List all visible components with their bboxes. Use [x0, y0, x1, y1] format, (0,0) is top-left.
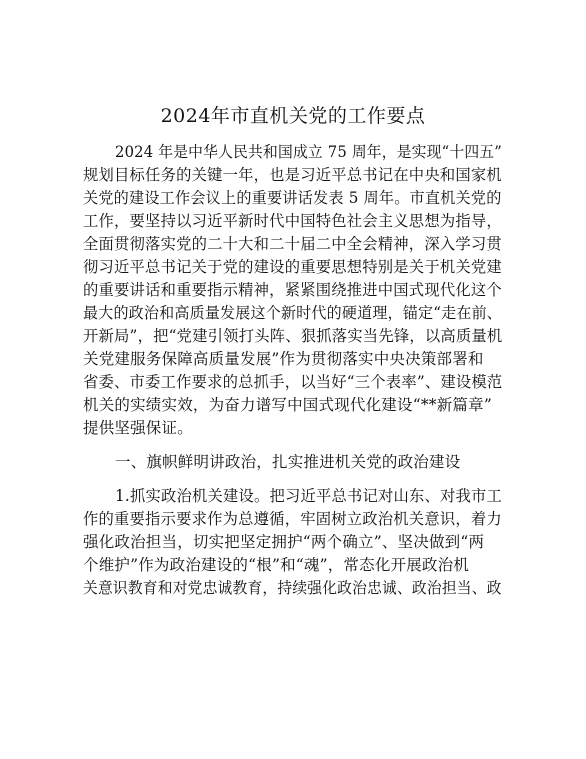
paragraph-line: 的重要讲话和重要指示精神，紧紧围绕推进中国式现代化这个 — [83, 281, 502, 299]
paragraph-line: 开新局”，把“党建引领打头阵、狠抓落实当先锋，以高质量机 — [83, 327, 503, 345]
paragraph-line: 作的重要指示要求作为总遵循，牢固树立政治机关意识，着力 — [83, 510, 502, 528]
paragraph-line: 机关的实绩实效，为奋力谱写中国式现代化建设“**新篇章” — [83, 396, 492, 414]
paragraph-line: 彻习近平总书记关于党的建设的重要思想特别是关于机关党建 — [83, 258, 502, 276]
paragraph-line: 最大的政治和高质量发展这个新时代的硬道理，锚定“走在前、 — [83, 304, 503, 322]
paragraph-line: 个维护”作为政治建设的“根”和“魂”，常态化开展政治机 — [83, 556, 470, 574]
paragraph-line: 关党建服务保障高质量发展”作为贯彻落实中央决策部署和 — [83, 350, 484, 368]
paragraph-line: 省委、市委工作要求的总抓手，以当好“三个表率”、建设模范 — [83, 373, 503, 391]
paragraph-line: 关意识教育和对党忠诚教育，持续强化政治忠诚、政治担当、政 — [83, 579, 502, 597]
paragraph-line: 强化政治担当，切实把坚定拥护“两个确立”、坚决做到“两 — [83, 533, 485, 551]
paragraph-line: 工作，要坚持以习近平新时代中国特色社会主义思想为指导， — [83, 212, 502, 230]
paragraph-line: 2024 年是中华人民共和国成立 75 周年，是实现“十四五” — [115, 143, 503, 161]
paragraph-line: 1.抓实政治机关建设。把习近平总书记对山东、对我市工 — [115, 487, 502, 505]
paragraph-line: 规划目标任务的关键一年，也是习近平总书记在中央和国家机 — [83, 166, 502, 184]
section-heading: 一、旗帜鲜明讲政治，扎实推进机关党的政治建设 — [115, 453, 461, 471]
paragraph-line: 关党的建设工作会议上的重要讲话发表 5 周年。市直机关党的 — [83, 189, 502, 207]
paragraph-line: 提供坚强保证。 — [83, 419, 193, 437]
paragraph-line: 全面贯彻落实党的二十大和二十届二中全会精神，深入学习贯 — [83, 235, 502, 253]
document-title: 2024年市直机关党的工作要点 — [160, 105, 426, 127]
